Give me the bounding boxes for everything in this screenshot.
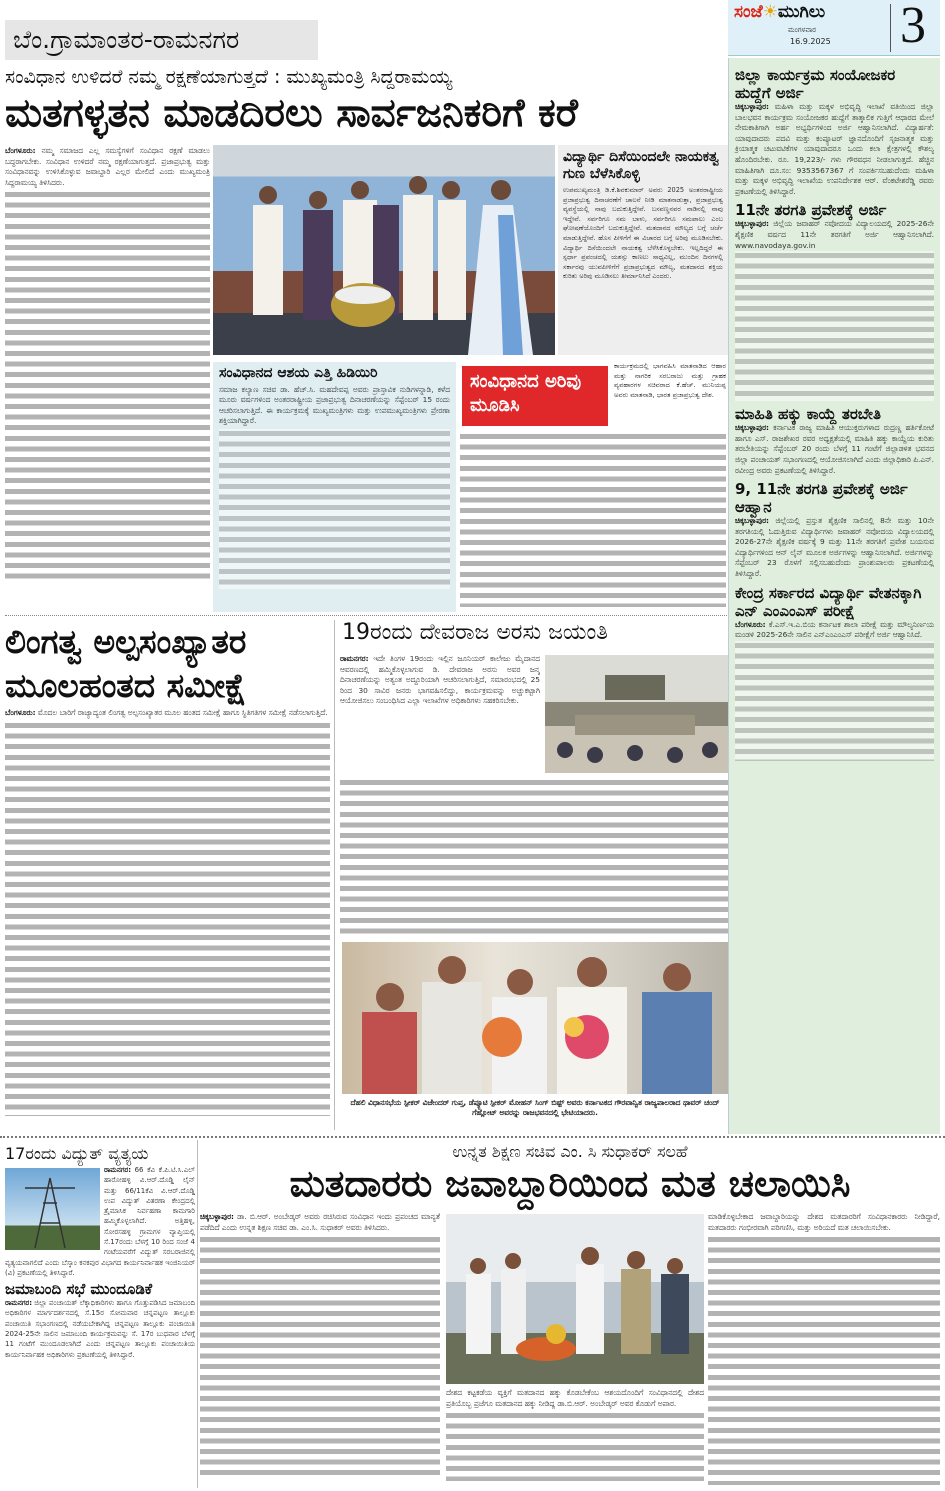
column-divider xyxy=(197,1140,198,1488)
right-headline: 11ನೇ ತರಗತಿ ಪ್ರವೇಶಕ್ಕೆ ಅರ್ಜಿ xyxy=(735,201,887,220)
dateline: ರಾಮನಗರ: xyxy=(340,654,369,663)
right-story-5 xyxy=(735,584,934,761)
side-headline: ವಿದ್ಯಾರ್ಥಿ ದಿಸೆಯಿಂದಲೇ ನಾಯಕತ್ವ ಗುಣ ಬೆಳೆಸಿಕೊಳ್ಳಿ xyxy=(563,149,719,182)
text-lines xyxy=(735,251,934,401)
bouquet-presentation-photo xyxy=(342,942,728,1094)
day: ಮಂಗಳವಾರ xyxy=(788,26,817,34)
red-banner xyxy=(462,366,608,426)
lead-kicker: ಸಂವಿಧಾನ ಉಳಿದರೆ ನಮ್ಮ ರಕ್ಷಣೆಯಾಗುತ್ತದೆ : ಮುಖ್ಯಮಂತ್ರಿ ಸಿದ್ದರಾಮಯ್ಯ xyxy=(5,66,453,88)
column-divider xyxy=(334,620,335,1130)
row2-left-text: ಮೊದಲ ಬಾರಿಗೆ ರಾಜ್ಯಾದ್ಯಂತ ಲಿಂಗತ್ವ ಅಲ್ಪಸಂಖ್ಯಾತರ ಮೂಲ ಹಂತದ ಸಮೀಕ್ಷೆ ಹಾಗೂ ಸ್ಥಿತಿಗತಿಗಳ ಸಮೀಕ್ಷೆ ನಡೆಸಲಾಗುತ್ತಿದೆ. xyxy=(37,708,328,717)
power-tower-photo xyxy=(5,1168,100,1250)
governor-photo-caption: ದೆಹಲಿ ವಿಧಾನಸಭೆಯ ಸ್ಪೀಕರ್ ವಿಜೇಂದರ್ ಗುಪ್ತ, ಡೆಪ್ಯೂಟಿ ಸ್ಪೀಕರ್ ಮೋಹನ್ ಸಿಂಗ್ ಬಿಷ್ಟ್ ಅವರು ಕರ್ನಾಟಕದ ಗೌರವಾನ್ವಿತ ರಾಜ್ಯಪಾಲರಾದ ಥಾವರ್ ಚಂದ್ ಗೆಹ್ಲೋಟ್ ಅವರನ್ನು ರಾಜಭವನದಲ್ಲಿ ಭೇಟಿಯಾದರು. xyxy=(350,1098,720,1117)
text-lines xyxy=(446,1411,704,1481)
bottom-kicker: ಉನ್ನತ ಶಿಕ್ಷಣ ಸಚಿವ ಎಂ. ಸಿ ಸುಧಾಕರ್ ಸಲಹೆ xyxy=(452,1142,688,1161)
right-headline: ಮಾಹಿತಿ ಹಕ್ಕು ಕಾಯ್ದೆ ತರಬೇತಿ xyxy=(735,405,881,424)
text-lines xyxy=(340,778,728,936)
right-body xyxy=(735,219,934,251)
dateline: ಚಿಕ್ಕಬಳ್ಳಾಪುರ: xyxy=(735,516,769,526)
right-column xyxy=(728,58,940,1134)
row2-mid-headline: 19ರಂದು ದೇವರಾಜ ಅರಸು ಜಯಂತಿ xyxy=(342,620,608,645)
bottom-body-right xyxy=(708,1212,940,1487)
text-lines xyxy=(708,1235,940,1485)
text-lines xyxy=(460,432,726,607)
dateline: ಬೆಂಗಳೂರು: xyxy=(5,708,36,717)
jamabandi-text: ಜಿಲ್ಲಾ ಪಂಚಾಯತ್ ಲೆಕ್ಕಾಧಿಕಾರಿಗಳು ಹಾಗೂ ಗೊತ್ತುಪಡಿಸಿದ ಜಮಾಬಂದಿ ಅಧಿಕಾರಿಗಳ ಮಾರ್ಗದರ್ಶನದಲ್ಲಿ ಸೆ.15ರ ಸೋಮವಾರ ಚನ್ನಪಟ್ಟಣ ತಾಲ್ಲೂಕು ಪಂಚಾಯಿತಿ ಸಭಾಂಗಣದಲ್ಲಿ ನಡೆಯಬೇಕಾಗಿದ್ದ ಚನ್ನಪಟ್ಟಣ ತಾಲ್ಲೂಕು ಪಂಚಾಯಿತಿ 2024-25ನೇ ಸಾಲಿನ ಜಮಾಬಂದಿ ಕಾರ್ಯಕ್ರಮವನ್ನು ಸೆ. 17ರ ಬುಧವಾರ ಬೆಳಗ್ಗೆ 11 ಗಂಟೆಗೆ ಮುಂದೂಡಲಾಗಿದೆ ಎಂದು ಚನ್ನಪಟ್ಟಣ ತಾಲ್ಲೂಕು ಪಂಚಾಯಿತಿಯ ಕಾರ್ಯನಿರ್ವಾಹಕ ಅಧಿಕಾರಿಗಳು ಪ್ರಕಟಣೆಯಲ್ಲಿ ತಿಳಿಸಿದ್ದಾರೆ. xyxy=(5,1299,195,1359)
meeting-photo xyxy=(545,655,728,773)
dateline: ರಾಮನಗರ: xyxy=(104,1166,132,1174)
dateline: ಬೆಂಗಳೂರು: xyxy=(5,146,36,155)
lead-text: ನಮ್ಮ ಸಮಾಜದ ಎಲ್ಲ ಸಮಸ್ಯೆಗಳಿಗೆ ಸಂವಿಧಾನ ರಕ್ಷಣೆ ಮಾಡಲು ಬದ್ಧರಾಗಬೇಕು. ಸಂವಿಧಾನ ಉಳಿದರೆ ನಮ್ಮ ರಕ್ಷಣೆಯಾಗುತ್ತದೆ. ಪ್ರಜಾಪ್ರಭುತ್ವ ಮತ್ತು ಸಂವಿಧಾನವನ್ನು ಉಳಿಸಿಕೊಳ್ಳುವ ಜವಾಬ್ದಾರಿ ಎಲ್ಲರ ಮೇಲಿದೆ ಎಂದು ಮುಖ್ಯಮಂತ್ರಿ ಸಿದ್ದರಾಮಯ್ಯ ತಿಳಿಸಿದರು. xyxy=(5,146,210,187)
power-cut-body xyxy=(5,1165,195,1278)
ceremony-drum-photo xyxy=(213,145,555,355)
right-story-3 xyxy=(735,405,934,476)
side-story xyxy=(558,145,728,355)
bottom-divider xyxy=(0,1136,945,1138)
power-tower-icon xyxy=(5,1168,100,1250)
bottom-body-left xyxy=(200,1212,440,1487)
jamabandi-headline: ಜಮಾಬಂದಿ ಸಭೆ ಮುಂದೂಡಿಕೆ xyxy=(5,1280,153,1299)
lamp-lighting-photo xyxy=(446,1214,704,1384)
right-headline: 9, 11ನೇ ತರಗತಿ ಪ್ರವೇಶಕ್ಕೆ ಅರ್ಜಿ ಆಹ್ವಾನ xyxy=(735,480,908,517)
right-headline: ಜಿಲ್ಲಾ ಕಾರ್ಯಕ್ರಮ ಸಂಯೋಜಕರ ಹುದ್ದೆಗೆ ಅರ್ಜಿ xyxy=(735,66,896,102)
info-box xyxy=(213,362,456,612)
meeting-hall-photo xyxy=(545,655,728,773)
bottom-body-middle xyxy=(446,1388,704,1488)
bottom-text: ಡಾ. ಬಿ.ಆರ್. ಅಂಬೇಡ್ಕರ್ ಅವರು ರಚಿಸಿರುವ ಸಂವಿಧಾನ ಇಂದು ಪ್ರಪಂಚದ ಮಾನ್ಯತೆ ಪಡೆದಿದೆ ಎಂದು ಉನ್ನತ ಶಿಕ್ಷಣ ಸಚಿವ ಡಾ. ಎಂ.ಸಿ. ಸುಧಾಕರ್ ಅವರು ತಿಳಿಸಿದರು. xyxy=(200,1212,440,1232)
red-banner-text: ಸಂವಿಧಾನದ ಅರಿವು ಮೂಡಿಸಿ xyxy=(470,371,582,416)
bottom-headline: ಮತದಾರರು ಜವಾಬ್ದಾರಿಯಿಂದ ಮತ ಚಲಾಯಿಸಿ xyxy=(289,1162,851,1205)
dateline: ಚಿಕ್ಕಬಳ್ಳಾಪುರ: xyxy=(735,102,769,111)
text-lines xyxy=(735,641,934,761)
right-story-1 xyxy=(735,66,934,197)
power-cut-text: 66 ಕೆವಿ ಕೆ.ಪಿ.ಟಿ.ಸಿ.ಎಲ್ ಹಾರೋಹಳ್ಳಿ ವಿ.ಆರ್.ದೊಡ್ಡಿ ಲೈನ್ ಮತ್ತು 66/11ಕೆವಿ ವಿ.ಆರ್.ದೊಡ್ಡಿ ಉಪ ವಿದ್ಯುತ್ ವಿತರಣಾ ಕೇಂದ್ರದಲ್ಲಿ ತ್ರೈಮಾಸಿಕ ನಿರ್ವಹಣಾ ಕಾಮಗಾರಿ ಹಮ್ಮಿಕೊಳ್ಳಲಾಗಿದೆ. ಅತ್ತಿಹಳ್ಳಿ, ಸೋರಸಹಳ್ಳಿ ಗ್ರಾಮಗಳ ವ್ಯಾಪ್ತಿಯಲ್ಲಿ ಸೆ.17ರಂದು ಬೆಳಗ್ಗೆ 10 ರಿಂದ ಸಂಜೆ 4 ಗಂಟೆಯವರೆಗೆ ವಿದ್ಯುತ್ ಸರಬರಾಜಿನಲ್ಲಿ ವ್ಯತ್ಯಯವಾಗಲಿದೆ ಎಂದು ಬೆಸ್ಕಾಂ ಕನಕಪುರ ವಿಭಾಗದ ಕಾರ್ಯನಿರ್ವಾಹಕ ಇಂಜಿನಿಯರ್ (ವಿ) ಪ್ರಕಟಣೆಯಲ್ಲಿ ತಿಳಿಸಿದ್ದಾರೆ. xyxy=(5,1166,195,1277)
right-body xyxy=(735,423,934,476)
logo-part-dark: ಮುಗಿಲು xyxy=(777,2,826,22)
box-headline: ಸಂವಿಧಾನದ ಆಶಯ ಎತ್ತಿ ಹಿಡಿಯಿರಿ xyxy=(219,365,378,381)
dateline: ಚಿಕ್ಕಬಳ್ಳಾಪುರ: xyxy=(200,1212,234,1221)
bottom-text-2: ದೇಶದ ಕಟ್ಟಕಡೆಯ ವ್ಯಕ್ತಿಗೆ ಮತದಾನದ ಹಕ್ಕು ಕೊಡಬೇಕೆಂಬ ಆಶಯದೊಂದಿಗೆ ಸಂವಿಧಾನದಲ್ಲಿ ದೇಶದ ಪ್ರತಿಯೊಬ್ಬ ಪ್ರಜೆಗೂ ಮತದಾನದ ಹಕ್ಕು ನೀಡಿದ್ದ ಡಾ.ಬಿ.ಆರ್. ಅಂಬೇಡ್ಕರ್ ಅವರ ಕೊಡುಗೆ ಅಪಾರ. xyxy=(446,1388,704,1408)
jamabandi-body xyxy=(5,1298,195,1360)
event-photo xyxy=(446,1214,704,1384)
right-text: ಜಿಲ್ಲೆಯ ಜವಾಹರ್ ನವೋದಯ ವಿದ್ಯಾಲಯದಲ್ಲಿ 2025-26ನೇ ಶೈಕ್ಷಣಿಕ ವರ್ಷದ 11ನೇ ತರಗತಿಗೆ ಅರ್ಜಿ ಆಹ್ವಾನಿಸಲಾಗಿದೆ. www.navodaya.gov.in xyxy=(735,219,934,250)
section-title-bar xyxy=(5,20,318,60)
dateline: ರಾಮನಗರ: xyxy=(5,1299,33,1308)
right-text: ಕರ್ನಾಟಕ ರಾಜ್ಯ ಮಾಹಿತಿ ಆಯುಕ್ತರುಗಳಾದ ರುದ್ರಣ್ಣ ಹರ್ತಿಕೋಟೆ ಹಾಗೂ ಎಸ್. ರಾಜಶೇಖರ ರವರ ಅಧ್ಯಕ್ಷತೆಯಲ್ಲಿ ಮಾಹಿತಿ ಹಕ್ಕು ಕಾಯ್ದೆಯ ಕುರಿತು ತರಬೇತಿಯನ್ನು ಸೆಪ್ಟೆಂಬರ್ 20 ರಂದು ಬೆಳಗ್ಗೆ 11 ಗಂಟೆಗೆ ಜಿಲ್ಲಾಡಳಿತ ಭವನದ ಜಿಲ್ಲಾ ಪಂಚಾಯತ್ ಸಭಾಂಗಣದಲ್ಲಿ ಆಯೋಜಿಸಲಾಗಿದೆ ಎಂದು ಜಿಲ್ಲಾಧಿಕಾರಿ ಪಿ.ಎನ್. ರವೀಂದ್ರ ಅವರು ಪ್ರಕಟಣೆಯಲ್ಲಿ ತಿಳಿಸಿದ್ದಾರೆ. xyxy=(735,423,934,475)
right-body xyxy=(735,620,934,641)
text-lines xyxy=(200,1235,440,1475)
date: 16.9.2025 xyxy=(790,37,831,46)
row2-left-headline: ಲಿಂಗತ್ವ ಅಲ್ಪಸಂಖ್ಯಾತರ ಮೂಲಹಂತದ ಸಮೀಕ್ಷೆ xyxy=(5,622,247,705)
right-story-4 xyxy=(735,480,934,580)
bottom-left-column xyxy=(5,1143,195,1360)
dateline: ಚಿಕ್ಕಬಳ್ಳಾಪುರ: xyxy=(735,219,769,229)
bottom-text-3: ಮಾಡಿಕೊಳ್ಳಬೇಕಾದ ಜವಾಬ್ದಾರಿಯನ್ನು ದೇಶದ ಮತದಾರರಿಗೆ ಸಂವಿಧಾನಕಾರರು ನೀಡಿದ್ದಾರೆ, ಮತದಾರರು ಗಂಭೀರವಾಗಿ ಪರಿಗಣಿಸಿ, ಮತ್ತು ಅರಿಯದೆ ಮತ ಚಲಾಯಿಸಬೇಕು. xyxy=(708,1212,940,1232)
row2-mid-body xyxy=(340,654,540,774)
section-title: ಬೆಂ.ಗ್ರಾಮಾಂತರ-ರಾಮನಗರ xyxy=(13,25,240,54)
row-divider xyxy=(5,615,727,616)
governor-photo xyxy=(342,942,728,1094)
right-body xyxy=(735,102,934,197)
dateline: ಚಿಕ್ಕಬಳ್ಳಾಪುರ: xyxy=(735,423,769,433)
red-story-body xyxy=(614,362,726,428)
page-number: 3 xyxy=(900,0,926,54)
lead-headline: ಮತಗಳ್ಳತನ ಮಾಡದಿರಲು ಸಾರ್ವಜನಿಕರಿಗೆ ಕರೆ xyxy=(5,91,578,136)
red-text: ಕಾರ್ಯಕ್ರಮದಲ್ಲಿ ಭಾಗವಹಿಸಿ ಮಾತನಾಡಿದ ಆಹಾರ ಮತ್ತು ನಾಗರಿಕ ಸರಬರಾಜು ಮತ್ತು ಗ್ರಾಹಕ ವ್ಯವಹಾರಗಳ ಸಚಿವರಾದ ಕೆ.ಹೆಚ್. ಮುನಿಯಪ್ಪ ಅವರು ಮಾತನಾಡಿ, ಭಾರತ ಪ್ರಜಾಪ್ರಭುತ್ವ ದೇಶ. xyxy=(614,362,726,399)
right-story-2 xyxy=(735,201,934,401)
dateline: ಬೆಂಗಳೂರು: xyxy=(735,619,766,629)
right-text: ಕೆ.ಎಸ್.ಇ.ಎ.ಬಿಯ ಕರ್ನಾಟಕ ಶಾಲಾ ಪರೀಕ್ಷೆ ಮತ್ತು ಮೌಲ್ಯನಿರ್ಣಯ ಮಂಡಳಿ 2025-26ನೇ ಸಾಲಿನ ಎನ್ಎಂಎಂಎಸ್ ಪರೀಕ್ಷೆಗೆ ಅರ್ಜಿ ಆಹ್ವಾನಿಸಿದೆ. xyxy=(735,619,935,640)
lead-photo xyxy=(213,145,555,355)
text-lines xyxy=(219,429,450,589)
row2-left-body xyxy=(5,708,330,1128)
side-body: ಉಪಮುಖ್ಯಮಂತ್ರಿ ಡಿ.ಕೆ.ಶಿವಕುಮಾರ್ ಅವರು 2025 ಅಂತರರಾಷ್ಟ್ರೀಯ ಪ್ರಜಾಪ್ರಭುತ್ವ ದಿನಾಚರಣೆಗೆ ಚಾಲನೆ ನೀಡಿ ಮಾತನಾಡುತ್ತಾ, ಪ್ರಜಾಪ್ರಭುತ್ವ ವ್ಯವಸ್ಥೆಯಲ್ಲಿ ನಾವು ಬದುಕುತ್ತಿದ್ದೇವೆ. ಬಸವಣ್ಣನವರ ನಾಡಿನಲ್ಲಿ ನಾವು ಇದ್ದೇವೆ. ಸರ್ವರಿಗೂ ಸಮ ಬಾಳು, ಸರ್ವರಿಗೂ ಸಮಪಾಲು ಎಂಬ ಘೋಷಣೆಯೊಂದಿಗೆ ಬದುಕುತ್ತಿದ್ದೇವೆ. ಮತದಾನದ ಮೌಲ್ಯದ ಬಗ್ಗೆ ಚರ್ಚೆ ಮಾಡುತ್ತಿದ್ದೇವೆ. ಹೊಸ ಪೀಳಿಗೆಗೆ ಈ ವಿಚಾರದ ಬಗ್ಗೆ ಅರಿವು ಮೂಡಿಸಬೇಕು. ವಿದ್ಯಾರ್ಥಿ ದಿಸೆಯಿಂದಲೇ ನಾಯಕತ್ವ ಬೆಳೆಸಿಕೊಳ್ಳಬೇಕು. ಇಲ್ಲದಿದ್ದರೆ ಈ ಸ್ಪರ್ಧಾ ಪ್ರಪಂಚದಲ್ಲಿ ಯಶಸ್ಸು ಕಾಣಲು ಸಾಧ್ಯವಿಲ್ಲ, ಮುಂದಿನ ದಿನಗಳಲ್ಲಿ ಸರ್ಕಾರವು ಯುವಪೀಳಿಗೆಗೆ ಪ್ರಜಾಪ್ರಭುತ್ವದ ಮೌಲ್ಯ, ಮತದಾನದ ಶಕ್ತಿಯ ಕುರಿತು ಅರಿವು ಮೂಡಿಸಲು ತೀರ್ಮಾನಿಸಿದೆ ಎಂದರು. xyxy=(563,186,723,281)
power-cut-headline: 17ರಂದು ವಿದ್ಯುತ್ ವ್ಯತ್ಯಯ xyxy=(5,1144,149,1163)
box-body: ಸಮಾಜ ಕಲ್ಯಾಣ ಸಚಿವ ಡಾ. ಹೆಚ್.ಸಿ. ಮಹದೇವಪ್ಪ ಅವರು ಪ್ರಾಸ್ತಾವಿಕ ನುಡಿಗಳನ್ನಾಡಿ, ಕಳೆದ ಮೂರು ವರ್ಷಗಳಿಂದ ಅಂತರರಾಷ್ಟ್ರೀಯ ಪ್ರಜಾಪ್ರಭುತ್ವ ದಿನಾಚರಣೆಯನ್ನು ಸೆಪ್ಟೆಂಬರ್ 15 ರಂದು ಆಚರಿಸಲಾಗುತ್ತಿದೆ. ಈ ಕಾರ್ಯಕ್ರಮಕ್ಕೆ ಮುಖ್ಯಮಂತ್ರಿಗಳು ಮತ್ತು ಉಪಮುಖ್ಯಮಂತ್ರಿಗಳು ಪ್ರೇರಣಾ ಶಕ್ತಿಯಾಗಿದ್ದಾರೆ. xyxy=(219,384,450,426)
sun-logo-icon: ☀ xyxy=(762,2,778,22)
divider xyxy=(890,4,891,52)
text-lines xyxy=(5,190,210,580)
right-headline: ಕೇಂದ್ರ ಸರ್ಕಾರದ ವಿದ್ಯಾರ್ಥಿ ವೇತನಕ್ಕಾಗಿ ಎನ್ ಎಂಎಂಎಸ್ ಪರೀಕ್ಷೆ xyxy=(735,583,922,620)
row2-mid-text: ಇದೇ ತಿಂಗಳ 19ರಂದು ಇಲ್ಲಿನ ಜೂನಿಯರ್ ಕಾಲೇಜು ಮೈದಾನದ ಆವರಣದಲ್ಲಿ ಹಮ್ಮಿಕೊಳ್ಳಲಾಗುವ ಡಿ. ದೇವರಾಜ ಅರಸು ಅವರ ಜನ್ಮ ದಿನಾಚರಣೆಯನ್ನು ಅತ್ಯಂತ ಅದ್ದೂರಿಯಾಗಿ ಆಚರಿಸಲಾಗುತ್ತಿದೆ, ಸಮಾರಂಭದಲ್ಲಿ 25 ರಿಂದ 30 ಸಾವಿರ ಜನರು ಭಾಗವಹಿಸಲಿದ್ದು, ಕಾರ್ಯಕ್ರಮವನ್ನು ಅಚ್ಚುಕಟ್ಟಾಗಿ ಆಯೋಜಿಸಲು ಸಂಬಂಧಿಸಿದ ಎಲ್ಲಾ ಇಲಾಖೆಗಳ ಅಧಿಕಾರಿಗಳು ಸಹಕರಿಸಬೇಕು. xyxy=(340,654,540,706)
lead-body xyxy=(5,146,210,608)
right-body xyxy=(735,516,934,580)
right-text: ಮಹಿಳಾ ಮತ್ತು ಮಕ್ಕಳ ಅಭಿವೃದ್ಧಿ ಇಲಾಖೆ ವತಿಯಿಂದ ಜಿಲ್ಲಾ ಬಾಲಭವನ ಕಾರ್ಯಕ್ರಮ ಸಂಯೋಜಕರ ಹುದ್ದೆಗೆ ತಾತ್ಕಾಲಿಕ ಗುತ್ತಿಗೆ ಆಧಾರದ ಮೇಲೆ ನೇಮಕಾತಿಗಾಗಿ ಅರ್ಹ ಅಭ್ಯರ್ಥಿಗಳಿಂದ ಅರ್ಜಿ ಆಹ್ವಾನಿಸಲಾಗಿದೆ. ವಿದ್ಯಾರ್ಹತೆ: ಯಾವುದಾದರು ಪದವಿ ಮತ್ತು ಕಂಪ್ಯೂಟರ್ ಜ್ಞಾನದೊಂದಿಗೆ ಸೃಜನಾತ್ಮಕ ಮತ್ತು ಕ್ರಿಯಾತ್ಮಕ ಚಟುವಟಿಕೆಗಳ ಯಾವುದಾದರೂ ಒಂದು ಕಲಾ ಕ್ಷೇತ್ರಗಳಲ್ಲಿ ಕೌಶಲ್ಯ ಹೊಂದಿರಬೇಕು. ರೂ. 19,223/- ಗಳು ಗೌರವಧನ ನೀಡಲಾಗುತ್ತದೆ. ಹೆಚ್ಚಿನ ಮಾಹಿತಿಗಾಗಿ ದೂ.ಸಂ: 9353567367 ಗೆ ಸಂಪರ್ಕಿಸಬಹುದೆಂದು ಮಹಿಳಾ ಮತ್ತು ಮಕ್ಕಳ ಅಭಿವೃದ್ಧಿ ಇಲಾಖೆಯ ಉಪನಿರ್ದೇಶಕ ಆರ್. ವೆಂಕಟೇಶರೆಡ್ಡಿ ರವರು ಪ್ರಕಟಣೆಯಲ್ಲಿ ತಿಳಿಸಿದ್ದಾರೆ. xyxy=(735,102,934,196)
right-text: ಜಿಲ್ಲೆಯಲ್ಲಿ ಪ್ರಸ್ತುತ ಶೈಕ್ಷಣಿಕ ಸಾಲಿನಲ್ಲಿ 8ನೇ ಮತ್ತು 10ನೇ ತರಗತಿಯಲ್ಲಿ ಓದುತ್ತಿರುವ ವಿದ್ಯಾರ್ಥಿಗಳು ಜವಾಹರ್ ನವೋದಯ ವಿದ್ಯಾಲಯದಲ್ಲಿ 2026-27ನೇ ಶೈಕ್ಷಣಿಕ ವರ್ಷಕ್ಕೆ 9 ಮತ್ತು 11ನೇ ತರಗತಿಗೆ ಪ್ರವೇಶ ಬಯಸುವ ವಿದ್ಯಾರ್ಥಿಗಳಿಂದ ಆನ್ ಲೈನ್ ಮೂಲಕ ಅರ್ಜಿಗಳನ್ನು ಆಹ್ವಾನಿಸಲಾಗಿದೆ. ಅರ್ಜಿಗಳನ್ನು ಸೆಪ್ಟೆಂಬರ್ 23 ರೊಳಗೆ ಸಲ್ಲಿಸಬಹುದೆಂದು ಪ್ರಾಂಶುಪಾಲರು ಪ್ರಕಟಣೆಯಲ್ಲಿ ತಿಳಿಸಿದ್ದಾರೆ. xyxy=(735,516,934,579)
logo-part-red: ಸಂಜೆ xyxy=(734,2,763,22)
text-lines xyxy=(5,721,330,1116)
masthead xyxy=(728,0,940,56)
